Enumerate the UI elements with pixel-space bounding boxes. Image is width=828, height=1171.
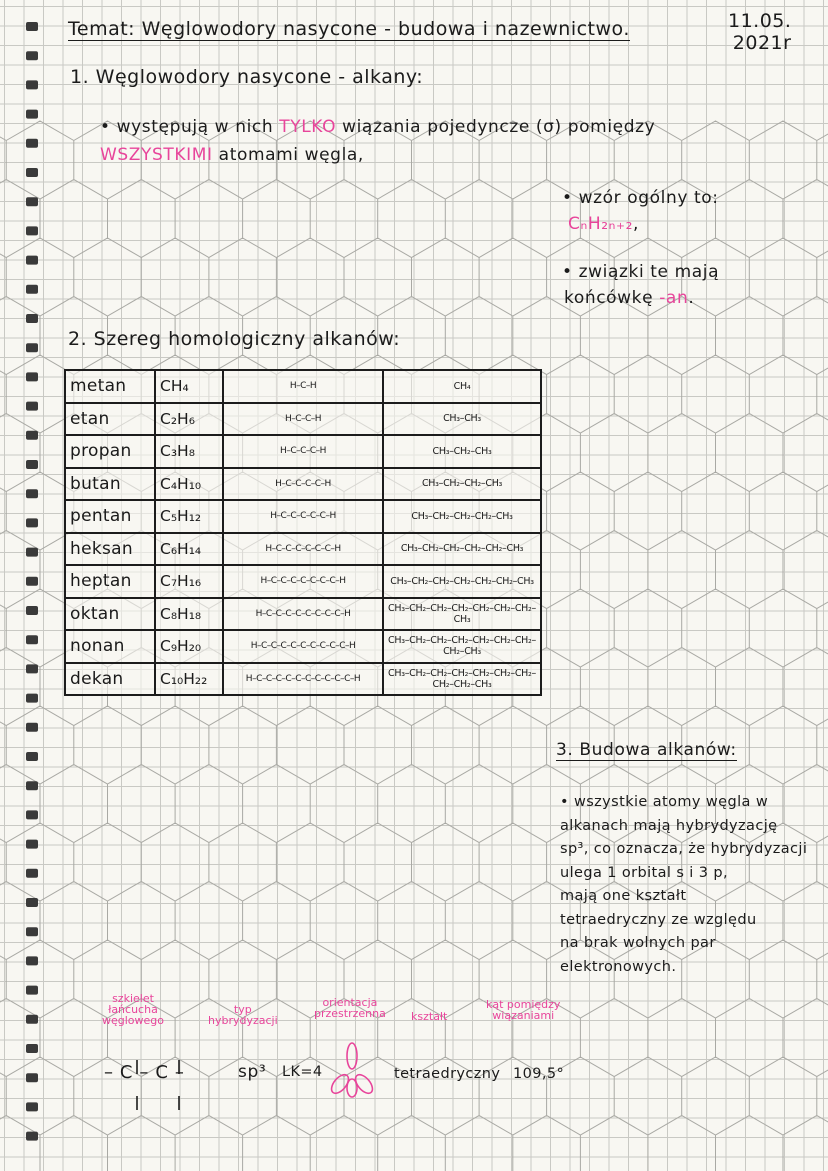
- spiral-hole: [26, 927, 38, 936]
- molecular-formula-cell: C₇H₁₆: [155, 565, 223, 598]
- section3-line: tetraedryczny ze względu: [560, 911, 757, 928]
- label-orientation-line: orientacja: [322, 996, 378, 1009]
- structural-formula-cell: H–C–C–C–C–C–C–C–C–C–H: [223, 630, 383, 663]
- spiral-hole: [26, 635, 38, 644]
- spiral-hole: [26, 51, 38, 60]
- spiral-hole: [26, 781, 38, 790]
- semistructural-formula-cell: CH₄: [383, 370, 541, 403]
- table-row: [65, 565, 541, 598]
- general-formula-line: [568, 214, 639, 234]
- bullet-part2: wiązania pojedyncze (σ) pomiędzy: [342, 117, 656, 137]
- label-skeleton: [102, 993, 164, 1026]
- label-orientation-line: przestrzenna: [314, 1007, 386, 1020]
- semistructural-formula-cell: CH₃–CH₂–CH₂–CH₂–CH₂–CH₂–CH₂–CH₃: [383, 598, 541, 631]
- table-row: [65, 468, 541, 501]
- table-row: [65, 403, 541, 436]
- semistructural-formula-cell: CH₃–CH₂–CH₂–CH₂–CH₃: [383, 500, 541, 533]
- section3-line: sp³, co oznacza, że hybrydyzacji: [560, 841, 808, 857]
- shape-value: tetraedryczny: [394, 1066, 501, 1082]
- semistructural-formula-cell: CH₃–CH₃: [383, 403, 541, 436]
- homologous-series-table: [64, 369, 542, 696]
- structural-formula-cell: H–C–C–C–C–C–C–H: [223, 533, 383, 566]
- angle-value: 109,5°: [513, 1066, 565, 1082]
- spiral-hole: [26, 1132, 38, 1141]
- spiral-hole: [26, 402, 38, 411]
- spiral-hole: [26, 226, 38, 235]
- label-hybrid: [208, 1004, 278, 1026]
- spiral-hole: [26, 343, 38, 352]
- spiral-hole: [26, 256, 38, 265]
- label-skeleton-line: węglowego: [102, 1014, 165, 1027]
- table-row: [65, 500, 541, 533]
- molecular-formula-cell: C₄H₁₀: [155, 468, 223, 501]
- spiral-hole: [26, 431, 38, 440]
- spiral-hole: [26, 723, 38, 732]
- label-hybrid-line: typ: [233, 1003, 252, 1016]
- structural-formula-cell: H–C–C–C–C–H: [223, 468, 383, 501]
- spiral-hole: [26, 285, 38, 294]
- structural-formula-cell: H–C–C–C–H: [223, 435, 383, 468]
- molecular-formula-cell: C₉H₂₀: [155, 630, 223, 663]
- bullet-bonds-line1: [100, 117, 655, 137]
- spiral-hole: [26, 314, 38, 323]
- alkane-name-cell: heksan: [65, 533, 155, 566]
- ending-dot: .: [688, 288, 695, 308]
- semistructural-formula-cell: CH₃–CH₂–CH₃: [383, 435, 541, 468]
- spiral-hole: [26, 986, 38, 995]
- molecular-formula-cell: C₁₀H₂₂: [155, 663, 223, 696]
- label-shape-line: kształt: [411, 1010, 448, 1023]
- spiral-hole: [26, 1044, 38, 1053]
- date-year: 2021r: [732, 32, 792, 54]
- semistructural-formula-cell: CH₃–CH₂–CH₂–CH₂–CH₂–CH₂–CH₂–CH₂–CH₂–CH₃: [383, 663, 541, 696]
- keyword-wszystkimi: WSZYSTKIMI: [100, 145, 213, 165]
- spiral-hole: [26, 22, 38, 31]
- spiral-hole: [26, 460, 38, 469]
- spiral-hole: [26, 1073, 38, 1082]
- section3-line: ulega 1 orbital s i 3 p,: [560, 864, 728, 881]
- bullet-bonds-line2: [100, 145, 364, 165]
- label-skeleton-line: szkielet: [112, 992, 154, 1005]
- spiral-hole: [26, 518, 38, 527]
- spiral-hole: [26, 1015, 38, 1024]
- section3-line: mają one kształt: [560, 888, 687, 904]
- spiral-hole: [26, 869, 38, 878]
- spiral-hole: [26, 110, 38, 119]
- ending-line1: • związki te mają: [562, 262, 720, 282]
- alkane-name-cell: butan: [65, 468, 155, 501]
- hybrid-value: sp³: [238, 1062, 267, 1082]
- ending-word: końcówkę: [564, 288, 654, 308]
- topic-text: Temat: Węglowodory nasycone - budowa i nazewnictwo.: [68, 18, 630, 40]
- ending-line2: [564, 288, 694, 308]
- section3-body: [560, 791, 807, 979]
- page-title: [68, 18, 630, 40]
- diagram-lines: [108, 1040, 528, 1120]
- carbon-chain: – C – C –: [104, 1062, 185, 1083]
- structural-formula-cell: H–C–C–C–C–C–C–C–C–C–C–H: [223, 663, 383, 696]
- alkane-name-cell: propan: [65, 435, 155, 468]
- spiral-hole: [26, 606, 38, 615]
- label-shape: [411, 1011, 447, 1022]
- notebook-spiral-binding: [0, 0, 44, 1171]
- general-formula: CₙH₂ₙ₊₂: [568, 214, 634, 234]
- semistructural-formula-cell: CH₃–CH₂–CH₂–CH₂–CH₂–CH₂–CH₂–CH₂–CH₃: [383, 630, 541, 663]
- keyword-tylko: TYLKO: [279, 117, 337, 137]
- molecular-formula-cell: C₃H₈: [155, 435, 223, 468]
- table-row: [65, 533, 541, 566]
- semistructural-formula-cell: CH₃–CH₂–CH₂–CH₂–CH₂–CH₃: [383, 533, 541, 566]
- label-orientation: [314, 997, 386, 1019]
- alkane-name-cell: heptan: [65, 565, 155, 598]
- molecular-formula-cell: C₂H₆: [155, 403, 223, 436]
- tetrahedral-orbital-icon: [328, 1043, 375, 1097]
- spiral-hole: [26, 810, 38, 819]
- alkane-name-cell: oktan: [65, 598, 155, 631]
- spiral-hole: [26, 898, 38, 907]
- section3-line: elektronowych.: [560, 958, 677, 975]
- section1-heading: 1. Węglowodory nasycone - alkany:: [70, 66, 424, 88]
- semistructural-formula-cell: CH₃–CH₂–CH₂–CH₃: [383, 468, 541, 501]
- spiral-hole: [26, 956, 38, 965]
- alkane-name-cell: pentan: [65, 500, 155, 533]
- bullet-part3: atomami węgla,: [218, 145, 364, 165]
- spiral-hole: [26, 752, 38, 761]
- spiral-hole: [26, 577, 38, 586]
- label-skeleton-line: łańcucha: [108, 1003, 158, 1016]
- spiral-hole: [26, 548, 38, 557]
- section3-line: na brak wolnych par: [560, 935, 716, 951]
- alkane-name-cell: dekan: [65, 663, 155, 696]
- lk-value: LK=4: [282, 1064, 323, 1080]
- spiral-hole: [26, 694, 38, 703]
- section3-heading: 3. Budowa alkanów:: [556, 740, 737, 760]
- table-row: [65, 435, 541, 468]
- spiral-hole: [26, 80, 38, 89]
- label-angle-line: kąt pomiędzy: [486, 998, 561, 1011]
- spiral-hole: [26, 664, 38, 673]
- molecular-formula-cell: C₆H₁₄: [155, 533, 223, 566]
- general-formula-label: • wzór ogólny to:: [562, 188, 719, 208]
- structural-formula-cell: H–C–C–C–C–C–H: [223, 500, 383, 533]
- section2-heading: 2. Szereg homologiczny alkanów:: [68, 328, 401, 350]
- section3-line: alkanach mają hybrydyzację: [560, 817, 778, 834]
- structural-formula-cell: H–C–H: [223, 370, 383, 403]
- spiral-hole: [26, 489, 38, 498]
- label-angle: [486, 999, 560, 1021]
- semistructural-formula-cell: CH₃–CH₂–CH₂–CH₂–CH₂–CH₂–CH₃: [383, 565, 541, 598]
- spiral-hole: [26, 139, 38, 148]
- section3-line: • wszystkie atomy węgla w: [560, 794, 769, 810]
- spiral-hole: [26, 840, 38, 849]
- table-row: [65, 663, 541, 696]
- ending-suffix: -an: [659, 288, 689, 308]
- structural-formula-cell: H–C–C–C–C–C–C–C–C–H: [223, 598, 383, 631]
- general-formula-comma: ,: [633, 214, 640, 234]
- table-row: [65, 630, 541, 663]
- bullet-part1: • występują w nich: [100, 117, 274, 137]
- spiral-hole: [26, 197, 38, 206]
- label-angle-line: wiązaniami: [492, 1009, 555, 1022]
- structural-formula-cell: H–C–C–H: [223, 403, 383, 436]
- alkane-name-cell: metan: [65, 370, 155, 403]
- alkane-name-cell: nonan: [65, 630, 155, 663]
- structural-formula-cell: H–C–C–C–C–C–C–C–H: [223, 565, 383, 598]
- date-block: [728, 10, 791, 54]
- table-row: [65, 598, 541, 631]
- spiral-hole: [26, 168, 38, 177]
- spiral-hole: [26, 1102, 38, 1111]
- label-hybrid-line: hybrydyzacji: [208, 1014, 278, 1027]
- alkane-name-cell: etan: [65, 403, 155, 436]
- molecular-formula-cell: CH₄: [155, 370, 223, 403]
- spiral-hole: [26, 372, 38, 381]
- date-day: 11.05.: [728, 10, 792, 32]
- molecular-formula-cell: C₅H₁₂: [155, 500, 223, 533]
- molecular-formula-cell: C₈H₁₈: [155, 598, 223, 631]
- table-row: [65, 370, 541, 403]
